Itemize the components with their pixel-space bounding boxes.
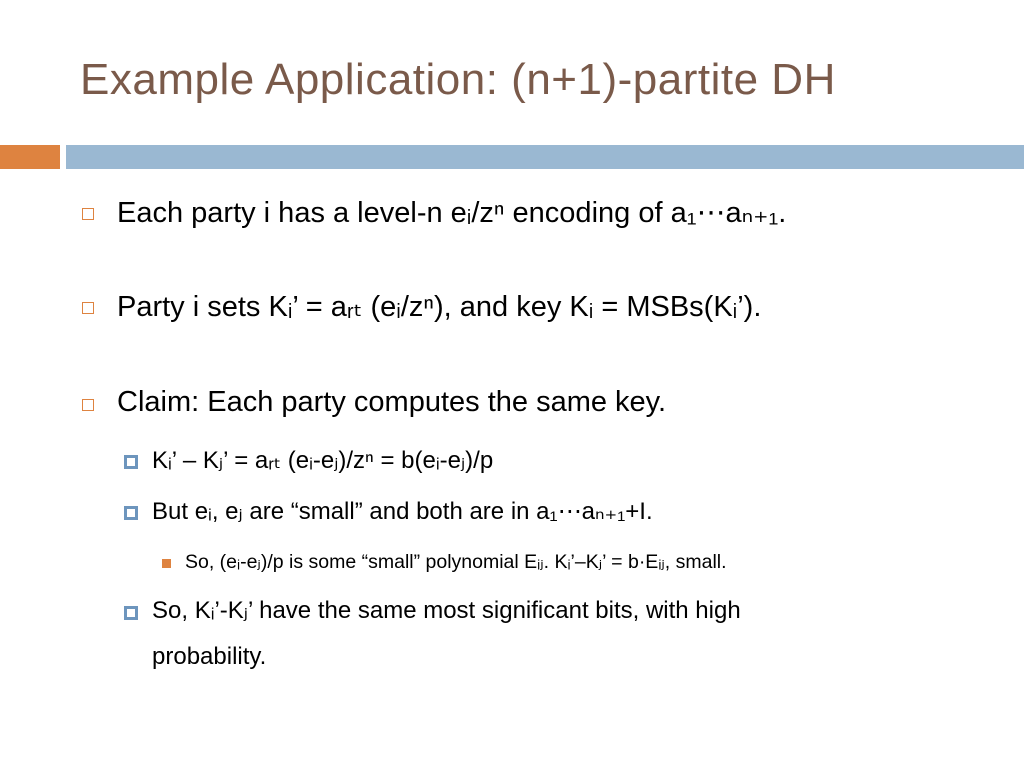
bullet-text: Claim: Each party computes the same key. (117, 386, 667, 418)
bullet-text: Party i sets Kᵢ’ = aᵣₜ (eᵢ/zⁿ), and key Kᵢ = MSBs(Kᵢ’). (117, 291, 762, 323)
sub-bullet-text: But eᵢ, eⱼ are “small” and both are in a₁⋯aₙ₊₁+I. (152, 498, 653, 525)
sub-sub-bullet-text: So, (eᵢ-eⱼ)/p is some “small” polynomial Eᵢⱼ. Kᵢ’–Kⱼ’ = b·Eᵢⱼ, small. (185, 551, 727, 573)
bullet-marker (82, 399, 94, 411)
sub-bullet-marker (124, 606, 138, 620)
bullet-marker (82, 302, 94, 314)
slide-title: Example Application: (n+1)-partite DH (80, 55, 836, 104)
bullet-marker (82, 208, 94, 220)
bullet-text: Each party i has a level-n eᵢ/zⁿ encoding of a₁⋯aₙ₊₁. (117, 197, 787, 229)
sub-sub-bullet-marker (162, 559, 171, 568)
sub-bullet-marker (124, 506, 138, 520)
sub-bullet-marker (124, 455, 138, 469)
sub-bullet-text-continuation: probability. (152, 643, 267, 670)
sub-bullet-text: Kᵢ’ – Kⱼ’ = aᵣₜ (eᵢ-eⱼ)/zⁿ = b(eᵢ-eⱼ)/p (152, 447, 494, 474)
sub-bullet-text: So, Kᵢ’-Kⱼ’ have the same most significant bits, with high (152, 597, 741, 624)
